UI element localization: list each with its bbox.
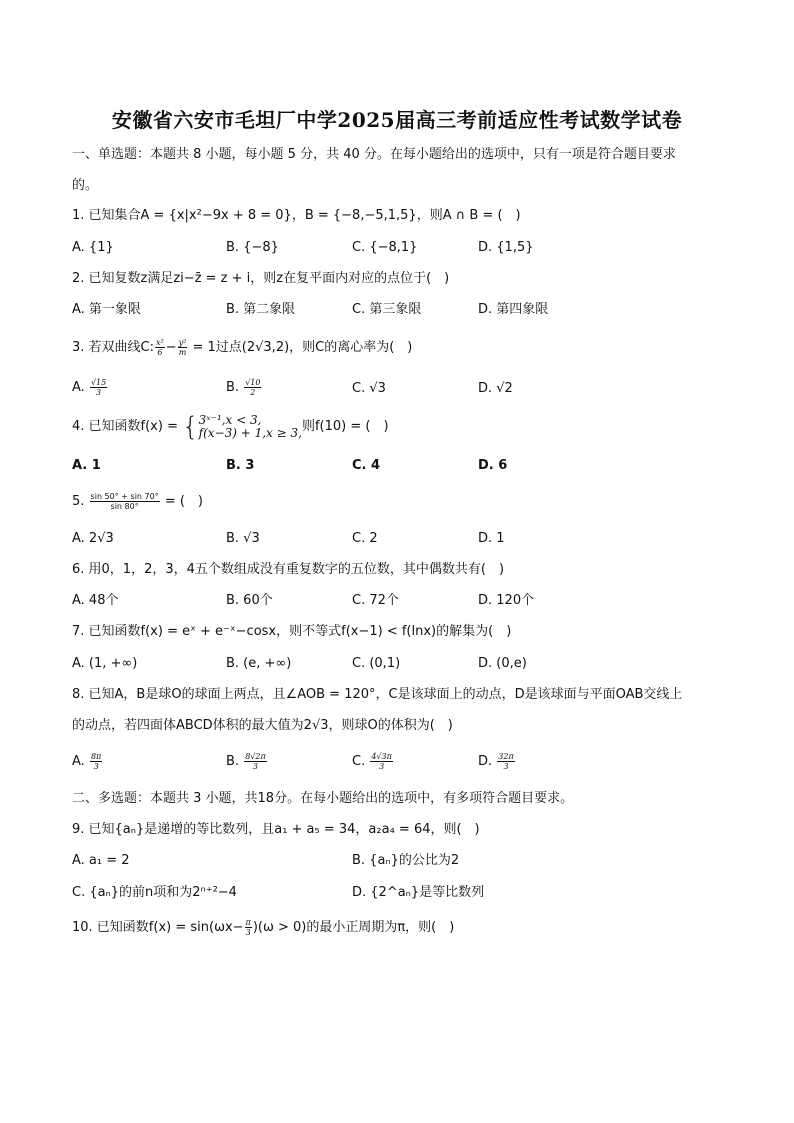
fraction-sin: $\frac{\sin 50^\circ + \sin 70^\circ}{\sin 80^\circ}$ — [90, 492, 159, 511]
q7-option-d: D. (0,e) — [478, 656, 527, 671]
question-5-stem: 5. $\frac{\sin 50^\circ + \sin 70^\circ}{\sin 80^\circ}$ = ( ) — [72, 492, 204, 511]
q9-option-d: D. {2^aₙ}是等比数列 — [352, 885, 485, 900]
q9-option-b: B. {aₙ}的公比为2 — [352, 853, 460, 868]
q3-option-d: D. √2 — [478, 381, 513, 396]
question-6-stem: 6. 用0，1，2，3，4五个数组成没有重复数字的五位数，其中偶数共有( ) — [72, 562, 505, 577]
question-8-stem-line2: 的动点，若四面体ABCD体积的最大值为2√3，则球O的体积为( ) — [72, 718, 453, 733]
q4-option-d: D. 6 — [478, 458, 508, 473]
q7-option-b: B. (e, +∞) — [226, 656, 292, 671]
q8-option-c: C. $\frac{4√3\pi}{3}$ — [352, 752, 392, 771]
q9-option-c: C. {aₙ}的前n项和为2ⁿ⁺²−4 — [72, 885, 237, 900]
q3-option-a: A. $\frac{√15}{3}$ — [72, 378, 107, 397]
fraction-y2-over-m: $\frac{\text{y²}}{m}$ — [178, 338, 187, 357]
piecewise-cases: 3ˣ⁻¹,x < 3, f(x−3) + 1,x ≥ 3, — [198, 413, 302, 440]
section-2-heading: 二、多选题：本题共 3 小题，共18分。在每小题给出的选项中，有多项符合题目要求。 — [72, 791, 574, 806]
question-1-stem: 1. 已知集合A = {x|x²−9x + 8 = 0}，B = {−8,−5,1,5}，则A ∩ B = ( ) — [72, 208, 521, 223]
question-2-stem: 2. 已知复数z满足zi−z̄ = z + i，则z在复平面内对应的点位于( ) — [72, 271, 450, 286]
q8-option-b: B. $\frac{8√2\pi}{3}$ — [226, 752, 266, 771]
page-title: 安徽省六安市毛坦厂中学2025届高三考前适应性考试数学试卷 — [111, 108, 683, 132]
section-1-heading-cont: 的。 — [72, 178, 99, 193]
q7-option-c: C. (0,1) — [352, 656, 401, 671]
q8-option-d: D. $\frac{32\pi}{3}$ — [478, 752, 514, 771]
q2-option-a: A. 第一象限 — [72, 302, 141, 317]
q4-option-b: B. 3 — [226, 458, 255, 473]
q2-option-b: B. 第二象限 — [226, 302, 296, 317]
q2-option-d: D. 第四象限 — [478, 302, 549, 317]
q3-option-c: C. √3 — [352, 381, 386, 396]
question-4-stem: 4. 已知函数f(x) = { 3ˣ⁻¹,x < 3, f(x−3) + 1,x ≥ 3, 则f(10) = ( ) — [72, 412, 389, 442]
q1-option-a: A. {1} — [72, 240, 114, 255]
q6-option-a: A. 48个 — [72, 593, 119, 608]
question-3-stem: 3. 若双曲线C: $\frac{\text{x²}}{6}$ − $\frac{\text{y²}}{m}$ = 1过点(2√3,2)，则C的离心率为( ) — [72, 338, 413, 357]
q3-option-b: B. $\frac{√10}{2}$ — [226, 378, 261, 397]
piecewise-brace: { — [182, 412, 199, 442]
q6-option-d: D. 120个 — [478, 593, 535, 608]
fraction-pi-over-3: $\frac{\pi}{3}$ — [245, 918, 251, 937]
q1-option-b: B. {−8} — [226, 240, 279, 255]
q6-option-c: C. 72个 — [352, 593, 399, 608]
question-9-stem: 9. 已知{aₙ}是递增的等比数列，且a₁ + a₅ = 34，a₂a₄ = 64，则( ) — [72, 822, 480, 837]
q1-option-c: C. {−8,1} — [352, 240, 418, 255]
q5-option-b: B. √3 — [226, 531, 260, 546]
q5-option-c: C. 2 — [352, 531, 378, 546]
q6-option-b: B. 60个 — [226, 593, 273, 608]
q2-option-c: C. 第三象限 — [352, 302, 422, 317]
fraction-x2-over-6: $\frac{\text{x²}}{6}$ — [156, 338, 164, 357]
question-10-stem: 10. 已知函数f(x) = sin(ωx− $\frac{\pi}{3}$ )(ω > 0)的最小正周期为π，则( ) — [72, 918, 455, 937]
q5-option-d: D. 1 — [478, 531, 505, 546]
q7-option-a: A. (1, +∞) — [72, 656, 138, 671]
q4-option-a: A. 1 — [72, 458, 101, 473]
q8-option-a: A. $\frac{8\pi}{3}$ — [72, 752, 102, 771]
question-8-stem-line1: 8. 已知A，B是球O的球面上两点，且∠AOB = 120°，C是该球面上的动点，D是该球面与平面OAB交线上 — [72, 687, 683, 702]
section-1-heading: 一、单选题：本题共 8 小题，每小题 5 分，共 40 分。在每小题给出的选项中，只有一项是符合题目要求 — [72, 147, 676, 162]
question-7-stem: 7. 已知函数f(x) = eˣ + e⁻ˣ−cosx，则不等式f(x−1) < f(lnx)的解集为( ) — [72, 624, 512, 639]
q5-option-a: A. 2√3 — [72, 531, 114, 546]
q4-option-c: C. 4 — [352, 458, 381, 473]
q9-option-a: A. a₁ = 2 — [72, 853, 130, 868]
q1-option-d: D. {1,5} — [478, 240, 534, 255]
